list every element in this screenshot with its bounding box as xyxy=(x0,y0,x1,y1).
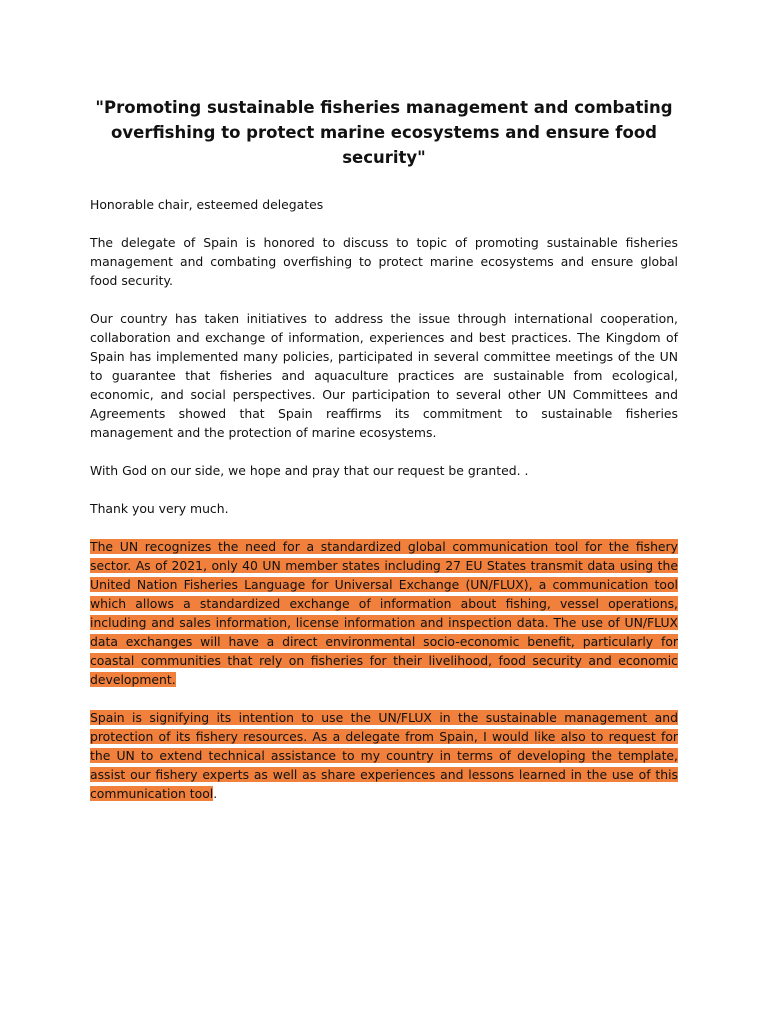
thanks-paragraph: Thank you very much. xyxy=(90,501,229,516)
un-flux-paragraph xyxy=(90,537,678,689)
salutation-paragraph: Honorable chair, esteemed delegates xyxy=(90,197,324,212)
prayer-paragraph: With God on our side, we hope and pray that our request be granted. . xyxy=(90,463,529,478)
highlighted-text: The UN recognizes the need for a standardized global communication tool for the fishery sector. As of 2021, only 40 UN member states including 27 EU States transmit data using the United Nation Fisheries Language for Universal Exchange (UN/FLUX), a communication tool which allows a standardized exchange of information about fishing, vessel operations, including and sales information, license information and inspection data. The use of UN/FLUX data exchanges will have a direct environmental socio-economic benefit, particularly for coastal communities that rely on fisheries for their livelihood, food security and economic development. xyxy=(90,539,678,687)
intro-paragraph: The delegate of Spain is honored to discuss to topic of promoting sustainable fisheries management and combating overfishing to protect marine ecosystems and ensure global food security. xyxy=(90,235,678,288)
trailing-period: . xyxy=(213,786,218,801)
initiatives-paragraph: Our country has taken initiatives to address the issue through international cooperation, collaboration and exchange of information, experiences and best practices. The Kingdom of Spain has implemented many policies, participated in several committee meetings of the UN to guarantee that fisheries and aquaculture practices are sustainable from ecological, economic, and social perspectives. Our participation to several other UN Committees and Agreements showed that Spain reaffirms its commitment to sustainable fisheries management and the protection of marine ecosystems. xyxy=(90,311,678,440)
document-title: "Promoting sustainable fisheries management and combating overfishing to protect marine ecosystems and ensure food security" xyxy=(95,98,673,167)
spain-request-paragraph xyxy=(90,708,678,803)
highlighted-text: Spain is signifying its intention to use the UN/FLUX in the sustainable management and protection of its fishery resources. As a delegate from Spain, I would like also to request for the UN to extend technical assistance to my country in terms of developing the template, assist our fishery experts as well as share experiences and lessons learned in the use of this communication tool xyxy=(90,710,678,801)
document-body xyxy=(90,195,678,822)
